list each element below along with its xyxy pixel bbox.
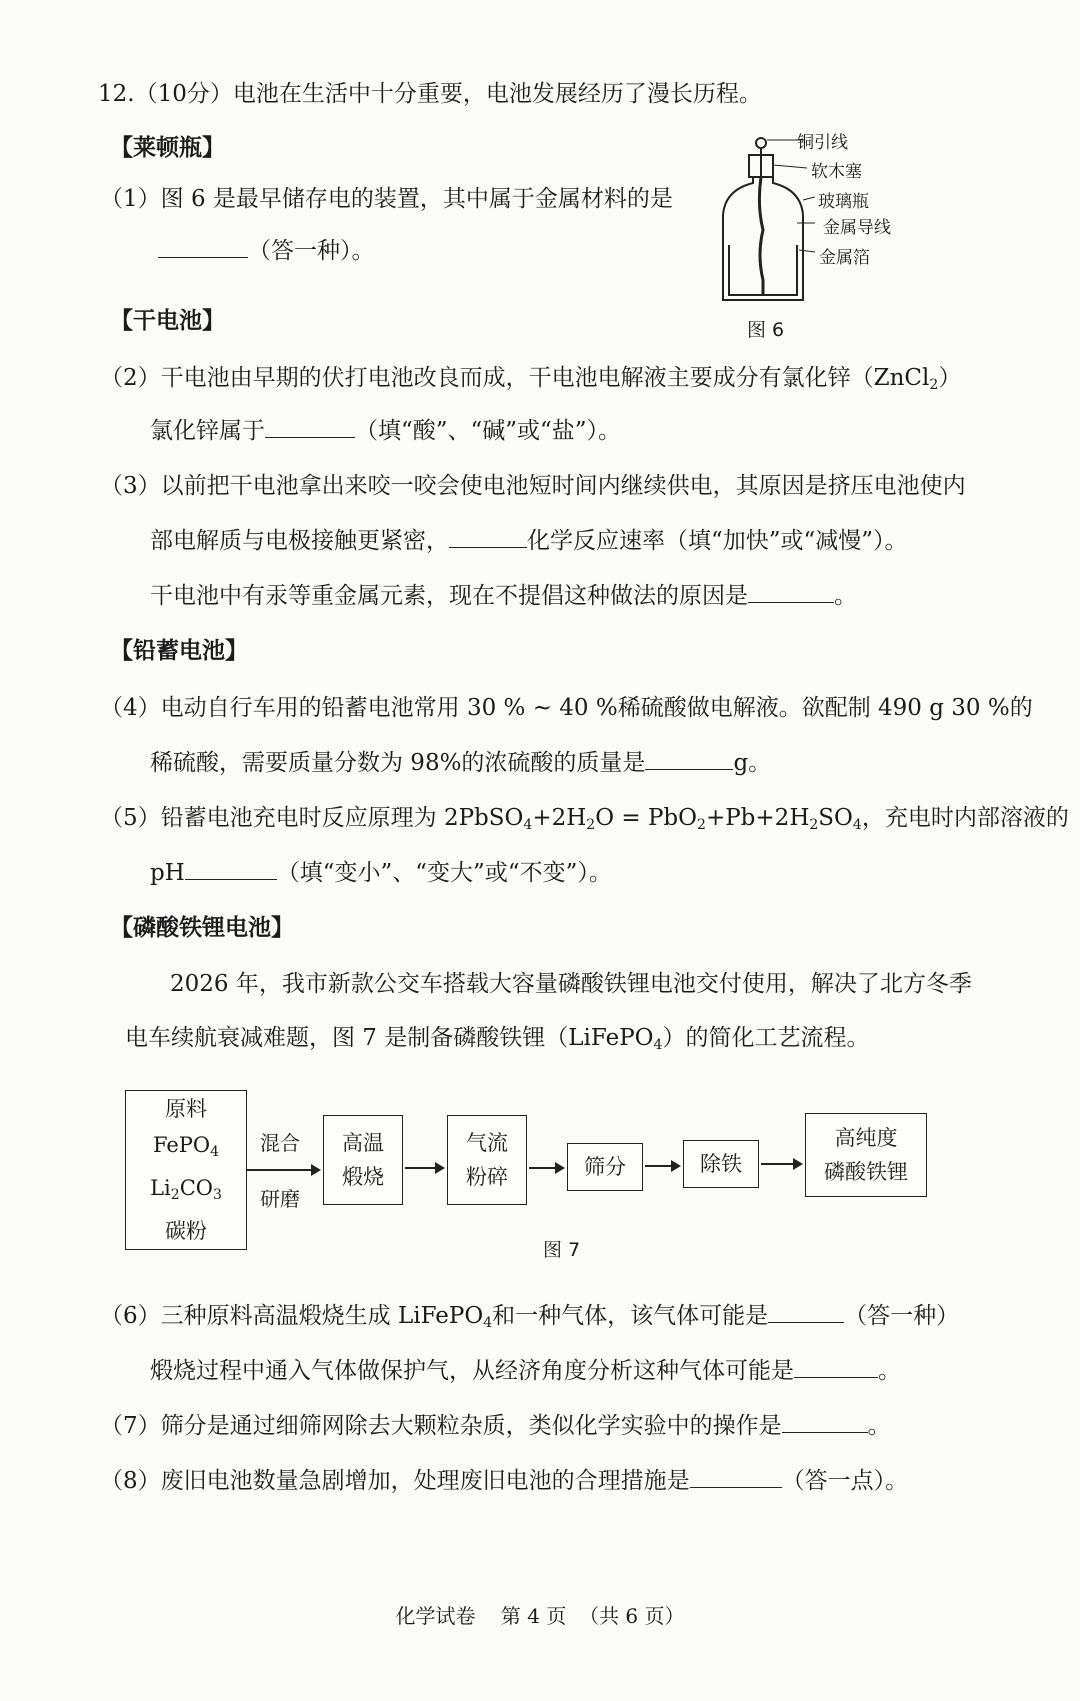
arrow	[529, 1167, 563, 1169]
q3-line3: 干电池中有汞等重金属元素，现在不提倡这种做法的原因是 。	[150, 583, 857, 609]
figure-7-caption: 图 7	[543, 1239, 581, 1261]
answer-blank[interactable]	[449, 527, 527, 548]
q5-line2: pH （填“变小”、“变大”或“不变”）。	[150, 860, 612, 886]
q6-line1: （6）三种原料高温煅烧生成 LiFePO$_4$和一种气体，该气体可能是 （答一种）	[100, 1303, 960, 1331]
q6-line2: 煅烧过程中通入气体做保护气，从经济角度分析这种气体可能是 。	[150, 1358, 901, 1384]
q7-line: （7）筛分是通过细筛网除去大颗粒杂质，类似化学实验中的操作是 。	[100, 1413, 891, 1439]
q4-line1: （4）电动自行车用的铅蓄电池常用 30 % ~ 40 %稀硫酸做电解液。欲配制 490 g 30 %的	[100, 695, 1033, 721]
box-sieving: 筛分	[567, 1143, 643, 1191]
figure-6-caption: 图 6	[747, 319, 785, 341]
answer-blank[interactable]	[265, 417, 355, 438]
figure-7-process-flow	[125, 1085, 970, 1265]
label-glass-bottle: 玻璃瓶	[818, 192, 869, 212]
q2-line2: 氯化锌属于 （填“酸”、“碱”或“盐”）。	[150, 418, 622, 444]
box-iron-removal: 除铁	[683, 1140, 759, 1188]
arrow	[761, 1163, 801, 1165]
answer-blank[interactable]	[768, 1302, 844, 1323]
label-copper-lead: 铜引线	[797, 133, 848, 153]
answer-blank[interactable]	[158, 237, 248, 258]
q5-line1: （5）铅蓄电池充电时反应原理为 $2PbSO_4+2H_2O = PbO_2+Pb+2H_2SO_4$，充电时内部溶液的	[100, 805, 1069, 833]
section-lifepo4: 【磷酸铁锂电池】	[110, 914, 294, 941]
answer-blank[interactable]	[794, 1357, 878, 1378]
answer-blank[interactable]	[748, 582, 834, 603]
answer-blank[interactable]	[645, 749, 733, 770]
q1-line1: （1）图 6 是最早储存电的装置，其中属于金属材料的是	[100, 186, 673, 212]
section-leyden-jar: 【莱顿瓶】	[110, 134, 225, 161]
figure-6-leyden-jar	[715, 135, 930, 340]
answer-blank[interactable]	[690, 1467, 782, 1488]
label-mix: 混合	[260, 1131, 300, 1155]
arrow	[247, 1169, 319, 1171]
page-footer: 化学试卷 第 4 页 （共 6 页）	[395, 1604, 685, 1628]
label-metal-foil: 金属箔	[819, 248, 870, 268]
q1-line2	[158, 235, 375, 267]
box-calcination: 高温 煅烧	[323, 1115, 403, 1205]
label-metal-wire: 金属导线	[823, 218, 891, 238]
arrow	[645, 1165, 679, 1167]
q3-line1: （3）以前把干电池拿出来咬一咬会使电池短时间内继续供电，其原因是挤压电池使内	[100, 473, 966, 499]
q3-line2: 部电解质与电极接触更紧密， 化学反应速率（填“加快”或“减慢”）。	[150, 528, 908, 554]
question-title: 12.（10分）电池在生活中十分重要，电池发展经历了漫长历程。	[98, 81, 762, 107]
q1-suffix: （答一种）。	[248, 238, 375, 264]
box-jet-milling: 气流 粉碎	[447, 1115, 527, 1205]
intro-para-line1: 2026 年，我市新款公交车搭载大容量磷酸铁锂电池交付使用，解决了北方冬季	[170, 971, 972, 997]
answer-blank[interactable]	[782, 1412, 868, 1433]
label-cork: 软木塞	[811, 162, 862, 182]
intro-para-line2: 电车续航衰减难题，图 7 是制备磷酸铁锂（LiFePO$_4$）的简化工艺流程。	[125, 1025, 870, 1053]
q4-line2: 稀硫酸，需要质量分数为 98%的浓硫酸的质量是 g。	[150, 750, 772, 776]
arrow	[405, 1167, 443, 1169]
section-dry-cell: 【干电池】	[110, 307, 225, 334]
label-grind: 研磨	[260, 1187, 300, 1211]
box-product: 高纯度 磷酸铁锂	[805, 1113, 927, 1197]
section-lead-acid: 【铅蓄电池】	[110, 637, 248, 664]
raw-materials-box: 原料 FePO$_4$ $Li_2CO_3$ 碳粉	[125, 1090, 247, 1250]
answer-blank[interactable]	[185, 859, 277, 880]
q2-line1: （2）干电池由早期的伏打电池改良而成，干电池电解液主要成分有氯化锌（ZnCl$_2$）	[100, 365, 962, 393]
q8-line: （8）废旧电池数量急剧增加，处理废旧电池的合理措施是 （答一点）。	[100, 1468, 909, 1494]
